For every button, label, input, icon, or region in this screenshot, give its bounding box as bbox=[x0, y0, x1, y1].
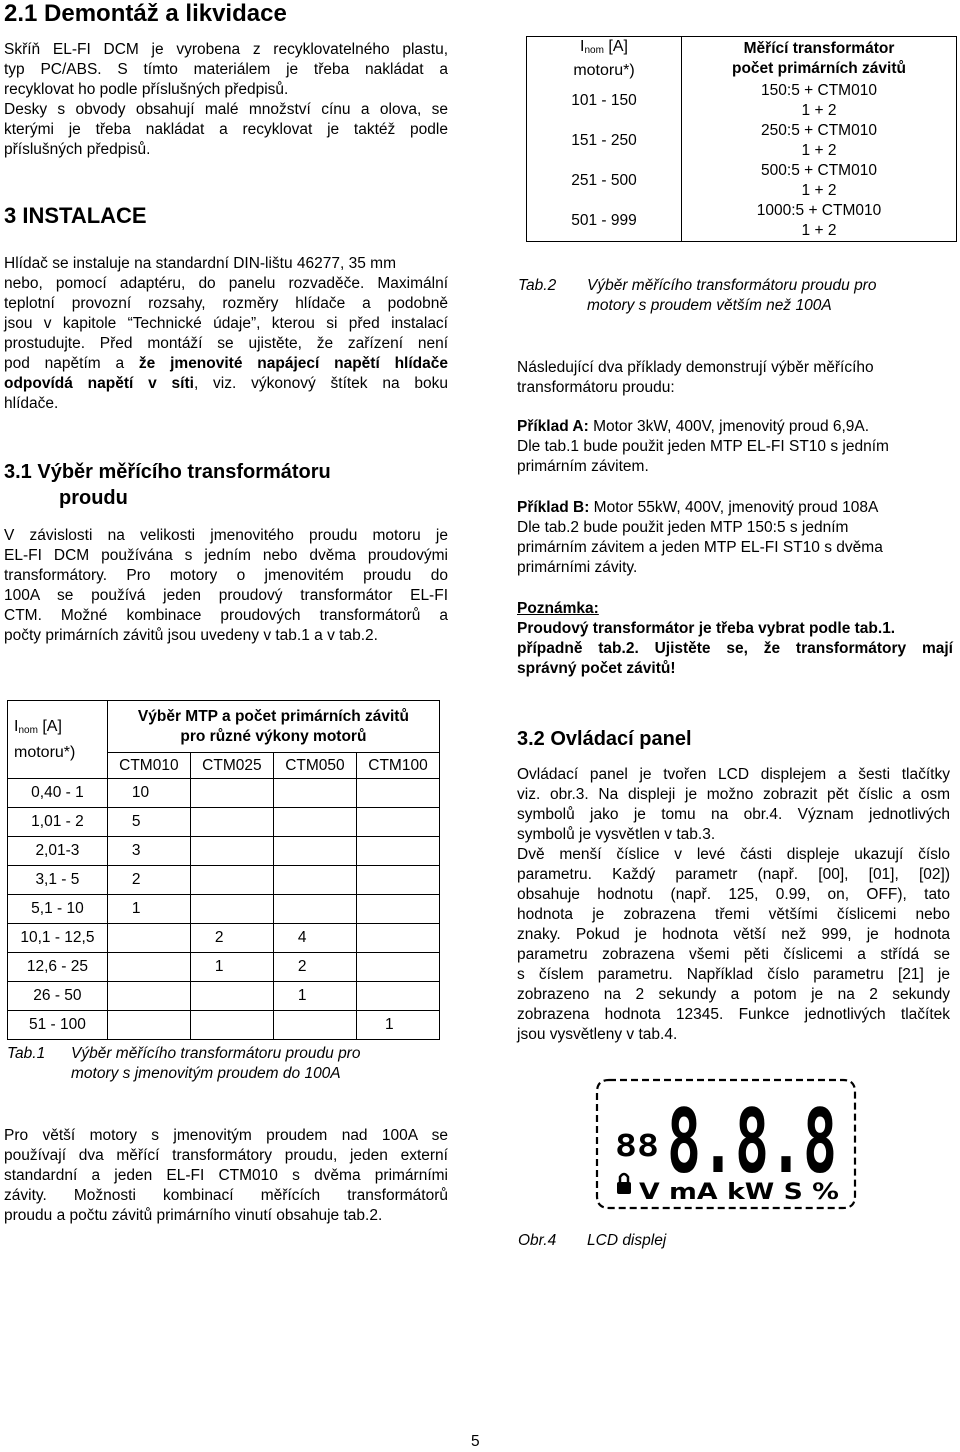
header-unit: [A] bbox=[37, 717, 62, 735]
turns-cell: 1 bbox=[107, 895, 190, 924]
current-range-cell: 10,1 - 12,5 bbox=[8, 924, 108, 953]
header-line bbox=[14, 716, 101, 742]
section-3-2-body bbox=[517, 765, 950, 1045]
paragraph-line: symbolů jako je tomu na obr.4. Význam jednotlivých bbox=[517, 806, 950, 823]
table-row bbox=[8, 982, 440, 1011]
paragraph-line: Dvě menší číslice v levé části displeje ukazují číslo bbox=[517, 846, 950, 863]
note-title: Poznámka: bbox=[517, 600, 599, 617]
current-range-cell: 12,6 - 25 bbox=[8, 953, 108, 982]
table-header-title bbox=[107, 701, 439, 753]
paragraph-line bbox=[4, 354, 448, 374]
paragraph-line: závity. Možnosti kombinací měřících transformátorů bbox=[4, 1187, 448, 1204]
current-range-cell: 251 - 500 bbox=[527, 161, 682, 201]
paragraph-line: proudu a počtu závitů primárního vinutí obsahuje tab.2. bbox=[4, 1207, 383, 1224]
turns-cell bbox=[273, 866, 356, 895]
header-subscript: nom bbox=[584, 45, 604, 56]
title-line: 3.1 Výběr měřícího transformátoru bbox=[4, 461, 331, 483]
turns-cell bbox=[273, 1011, 356, 1040]
turns-cell bbox=[107, 1011, 190, 1040]
transformer-ratio: 1000:5 + CTM010 bbox=[756, 202, 882, 219]
current-range-cell: 101 - 150 bbox=[527, 81, 682, 121]
header-line: motoru*) bbox=[573, 62, 635, 79]
paragraph-line: příslušných předpisů. bbox=[4, 141, 151, 158]
turns-cell bbox=[273, 837, 356, 866]
current-range-cell: 51 - 100 bbox=[8, 1011, 108, 1040]
table-2-caption bbox=[587, 276, 876, 316]
table-row bbox=[8, 895, 440, 924]
header-line: pro různé výkony motorů bbox=[180, 727, 367, 745]
header-symbol: I bbox=[14, 717, 19, 735]
table-row bbox=[8, 837, 440, 866]
paragraph-line: Následující dva příklady demonstrují výběr měřícího bbox=[517, 359, 874, 376]
paragraph-line: prostudujte. Před montáží se ujistěte, že zařízení není bbox=[4, 335, 448, 352]
section-3-body bbox=[4, 254, 448, 414]
header-subscript: nom bbox=[18, 724, 38, 736]
paragraph-line: parametru zobrazena všemi pěti číslicemi a střídá se bbox=[517, 946, 950, 963]
large-digits bbox=[667, 1090, 837, 1193]
turns-cell bbox=[190, 1011, 273, 1040]
turns-cell: 10 bbox=[107, 779, 190, 808]
paragraph-line: V závislosti na velikosti jmenovitého proudu motoru je bbox=[4, 527, 448, 544]
paragraph-line: symbolů je vysvětlen v tab.3. bbox=[517, 826, 716, 843]
primary-turns: 1 + 2 bbox=[801, 222, 837, 239]
section-3-2-title: 3.2 Ovládací panel bbox=[517, 728, 692, 750]
turns-cell: 2 bbox=[273, 953, 356, 982]
paragraph-line: počty primárních závitů jsou uvedeny v tab.1 a v tab.2. bbox=[4, 627, 378, 644]
paragraph-line: nebo, pomocí adaptéru, do panelu rozvaděče. Maximální bbox=[4, 275, 448, 292]
table-row bbox=[8, 779, 440, 808]
transformer-ratio: 150:5 + CTM010 bbox=[761, 82, 877, 99]
paragraph-line: CTM. Možné kombinace proudových transformátorů a bbox=[4, 607, 448, 624]
turns-cell bbox=[190, 808, 273, 837]
table-2 bbox=[526, 36, 957, 242]
paragraph-line: Ovládací panel je tvořen LCD displejem a šesti tlačítky bbox=[517, 766, 950, 783]
example-a bbox=[517, 417, 949, 477]
paragraph-line: teplotní provozní rozsahy, rozměry hlídače a podobně bbox=[4, 295, 448, 312]
paragraph-line: obsahuje hodnotu (např. 125, 0.99, on, OFF), tato bbox=[517, 886, 950, 903]
turns-cell bbox=[190, 895, 273, 924]
text-run: Motor 3kW, 400V, jmenovitý proud 6,9A. bbox=[588, 418, 870, 435]
transformer-cell bbox=[682, 201, 957, 242]
header-line: motoru*) bbox=[14, 743, 76, 761]
lcd-display bbox=[595, 1078, 857, 1210]
paragraph-line bbox=[517, 417, 949, 437]
transformer-cell bbox=[682, 81, 957, 121]
figure-4-caption: LCD displej bbox=[587, 1232, 667, 1249]
table-1 bbox=[7, 700, 440, 1040]
turns-cell bbox=[356, 779, 439, 808]
table-2-body bbox=[527, 81, 957, 242]
column-header: CTM010 bbox=[107, 753, 190, 779]
turns-cell: 1 bbox=[273, 982, 356, 1011]
current-range-cell: 3,1 - 5 bbox=[8, 866, 108, 895]
table-row bbox=[8, 953, 440, 982]
turns-cell bbox=[273, 895, 356, 924]
table-row bbox=[8, 866, 440, 895]
table-header-current bbox=[8, 701, 108, 779]
small-digits bbox=[615, 1129, 659, 1164]
lcd-unit-symbols: V mA kW S % bbox=[639, 1180, 839, 1205]
section-3-1-title bbox=[4, 459, 331, 511]
primary-turns: 1 + 2 bbox=[801, 142, 837, 159]
section-2-1-title: 2.1 Demontáž a likvidace bbox=[4, 0, 287, 27]
turns-cell bbox=[356, 808, 439, 837]
current-range-cell: 2,01-3 bbox=[8, 837, 108, 866]
transformer-cell bbox=[682, 161, 957, 201]
primary-turns: 1 + 2 bbox=[801, 182, 837, 199]
table-header-transformer bbox=[682, 37, 957, 82]
caption-line: motory s proudem větším než 100A bbox=[587, 297, 832, 314]
turns-cell bbox=[190, 837, 273, 866]
current-range-cell: 501 - 999 bbox=[527, 201, 682, 242]
figure-4-label: Obr.4 bbox=[518, 1232, 557, 1249]
title-line: proudu bbox=[59, 487, 128, 509]
turns-cell bbox=[107, 982, 190, 1011]
paragraph-line: Skříň EL-FI DCM je vyrobena z recyklovatelného plastu, bbox=[4, 41, 448, 58]
paragraph-line: transformátoru proudu: bbox=[517, 379, 675, 396]
paragraph-line: hodnota je zobrazena třemi většími číslicemi nebo bbox=[517, 906, 950, 923]
small-digit-glyphs: 88 bbox=[615, 1129, 659, 1164]
section-3-1-body bbox=[4, 526, 448, 646]
turns-cell: 3 bbox=[107, 837, 190, 866]
current-range-cell: 1,01 - 2 bbox=[8, 808, 108, 837]
paragraph-line: transformátory. Pro motory o jmenovitém proudu do bbox=[4, 567, 448, 584]
paragraph-line: Dle tab.2 bude použit jeden MTP 150:5 s jedním bbox=[517, 519, 849, 536]
paragraph-line: primárními závity. bbox=[517, 559, 638, 576]
paragraph-line: případně tab.2. Ujistěte se, že transformátory mají bbox=[517, 640, 953, 657]
bold-text: Příklad A: bbox=[517, 418, 589, 435]
turns-cell bbox=[190, 982, 273, 1011]
text-run: pod napětím a bbox=[4, 355, 139, 372]
paragraph-line: typ PC/ABS. S tímto materiálem je třeba nakládat a bbox=[4, 61, 448, 78]
paragraph-line: Dle tab.1 bude použit jeden MTP EL-FI ST10 s jedním bbox=[517, 438, 889, 455]
paragraph-line: Pro větší motory s jmenovitým proudem nad 100A se bbox=[4, 1127, 448, 1144]
examples-intro bbox=[517, 358, 949, 398]
table-row bbox=[8, 808, 440, 837]
table-row bbox=[527, 81, 957, 121]
paragraph-line: primárním závitem a jeden MTP EL-FI ST10 s dvěma bbox=[517, 539, 883, 556]
bold-text: odpovídá napětí v síti bbox=[4, 375, 194, 392]
lock-icon bbox=[617, 1174, 631, 1194]
turns-cell bbox=[190, 866, 273, 895]
header-line: Měřící transformátor bbox=[743, 40, 895, 57]
turns-cell bbox=[356, 895, 439, 924]
current-range-cell: 0,40 - 1 bbox=[8, 779, 108, 808]
paragraph-line: používají dva měřící transformátory proudu, jeden externí bbox=[4, 1147, 448, 1164]
table-row bbox=[527, 201, 957, 242]
current-range-cell: 26 - 50 bbox=[8, 982, 108, 1011]
turns-cell bbox=[356, 982, 439, 1011]
turns-cell bbox=[273, 808, 356, 837]
paragraph-line: Proudový transformátor je třeba vybrat podle tab.1. bbox=[517, 620, 896, 637]
header-line bbox=[533, 37, 675, 61]
paragraph-line: primárním závitem. bbox=[517, 458, 649, 475]
caption-line: Výběr měřícího transformátoru proudu pro bbox=[71, 1045, 361, 1062]
turns-cell bbox=[356, 953, 439, 982]
paragraph-line: hlídače. bbox=[4, 395, 59, 412]
paragraph-line: viz. obr.3. Na displeji je možno zobrazit pět číslic a osm bbox=[517, 786, 950, 803]
table-2-caption-label: Tab.2 bbox=[518, 277, 557, 294]
turns-cell: 5 bbox=[107, 808, 190, 837]
paragraph-line bbox=[4, 374, 448, 394]
turns-cell: 4 bbox=[273, 924, 356, 953]
turns-cell bbox=[273, 779, 356, 808]
header-unit: [A] bbox=[603, 38, 628, 55]
text-run: Motor 55kW, 400V, jmenovitý proud 108A bbox=[589, 499, 879, 516]
current-range-cell: 5,1 - 10 bbox=[8, 895, 108, 924]
large-digit-glyphs: 8.8.8 bbox=[667, 1090, 837, 1193]
primary-turns: 1 + 2 bbox=[801, 102, 837, 119]
paragraph-line: Hlídač se instaluje na standardní DIN-lištu 46277, 35 mm bbox=[4, 255, 397, 272]
paragraph-line: jsou vysvětleny v tab.4. bbox=[517, 1026, 678, 1043]
paragraph-line: kterými je třeba nakládat a recyklovat je taktéž podle bbox=[4, 121, 448, 138]
header-line: Výběr MTP a počet primárních závitů bbox=[137, 707, 409, 725]
turns-cell: 2 bbox=[107, 866, 190, 895]
bold-text: Příklad B: bbox=[517, 499, 590, 516]
turns-cell bbox=[356, 866, 439, 895]
paragraph-line: recyklovat ho podle příslušných předpisů. bbox=[4, 81, 289, 98]
table-row bbox=[8, 924, 440, 953]
paragraph-line: parametru. Každý parametr (např. [00], [01], [02]) bbox=[517, 866, 950, 883]
paragraph-line: Desky s obvody obsahují malé množství cínu a olova, se bbox=[4, 101, 448, 118]
example-b bbox=[517, 498, 949, 578]
transformer-cell bbox=[682, 121, 957, 161]
table-row bbox=[8, 1011, 440, 1040]
paragraph-line: správný počet závitů! bbox=[517, 660, 676, 677]
header-line: počet primárních závitů bbox=[732, 60, 906, 77]
paragraph-line: jsou v kapitole “Technické údaje”, kterou si před instalací bbox=[4, 315, 448, 332]
table-row bbox=[527, 121, 957, 161]
paragraph-line: EL-FI DCM používána s jedním nebo dvěma proudovými bbox=[4, 547, 448, 564]
text-run: , viz. výkonový štítek na boku bbox=[193, 375, 449, 392]
turns-cell bbox=[356, 924, 439, 953]
page-number: 5 bbox=[471, 1433, 480, 1450]
column-header: CTM050 bbox=[273, 753, 356, 779]
turns-cell bbox=[356, 837, 439, 866]
column-header: CTM025 bbox=[190, 753, 273, 779]
transformer-ratio: 500:5 + CTM010 bbox=[761, 162, 877, 179]
turns-cell: 1 bbox=[356, 1011, 439, 1040]
section-2-1-body bbox=[4, 40, 448, 160]
paragraph-line: standardní a jeden EL-FI CTM010 s dvěma primárními bbox=[4, 1167, 448, 1184]
section-3-title: 3 INSTALACE bbox=[4, 203, 147, 228]
turns-cell bbox=[107, 924, 190, 953]
paragraph-line: zobrazeno na 2 sekundy a potom je na 2 sekundy bbox=[517, 986, 950, 1003]
caption-line: motory s jmenovitým proudem do 100A bbox=[71, 1065, 341, 1082]
header-symbol: I bbox=[580, 38, 585, 55]
bold-text: že jmenovité napájecí napětí hlídače bbox=[138, 355, 448, 372]
turns-cell: 1 bbox=[190, 953, 273, 982]
turns-cell bbox=[190, 779, 273, 808]
transformer-ratio: 250:5 + CTM010 bbox=[761, 122, 877, 139]
bottom-left-paragraph bbox=[4, 1126, 448, 1226]
paragraph-line bbox=[517, 498, 949, 518]
caption-line: Výběr měřícího transformátoru proudu pro bbox=[587, 277, 877, 294]
paragraph-line: 100A se používá jeden proudový transformátor EL-FI bbox=[4, 587, 448, 604]
table-1-caption bbox=[71, 1044, 360, 1084]
table-1-body bbox=[8, 779, 440, 1040]
paragraph-line: zobrazena hodnota 12345. Funkce jednotlivých tlačítek bbox=[517, 1006, 950, 1023]
column-header: CTM100 bbox=[356, 753, 439, 779]
turns-cell bbox=[107, 953, 190, 982]
paragraph-line: znaky. Pokud je hodnota větší než 999, je hodnota bbox=[517, 926, 950, 943]
current-range-cell: 151 - 250 bbox=[527, 121, 682, 161]
paragraph-line: s číslem parametru. Například číslo parametru [21] je bbox=[517, 966, 950, 983]
note bbox=[517, 599, 953, 679]
table-header-current bbox=[527, 37, 682, 82]
turns-cell: 2 bbox=[190, 924, 273, 953]
table-1-caption-label: Tab.1 bbox=[7, 1045, 46, 1062]
table-row bbox=[527, 161, 957, 201]
